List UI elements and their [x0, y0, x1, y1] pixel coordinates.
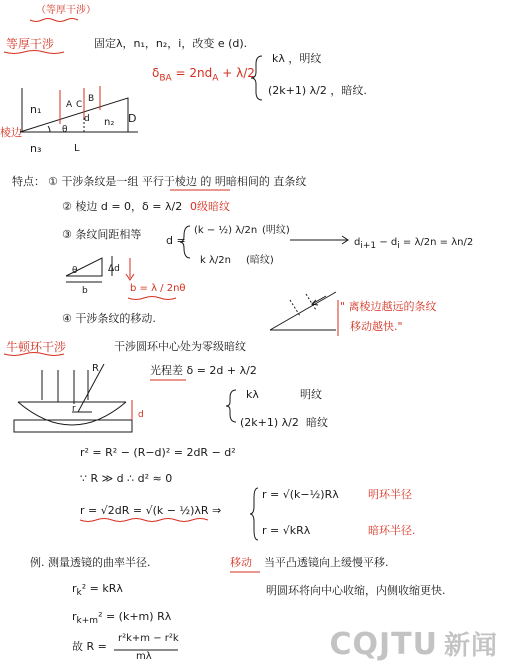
fixed-conditions: 固定λ，n₁，n₂，i，改变 e (d). — [94, 37, 248, 50]
newton-opd: 光程差 δ = 2d + λ/2 — [150, 364, 257, 377]
label-A: A — [66, 100, 73, 110]
move-text: 当平凸透镜向上缓慢平移. — [264, 556, 389, 569]
label-d: d — [84, 114, 90, 124]
section-title-newton: 牛顿环干涉 — [6, 340, 67, 354]
newton-bright: kλ — [246, 388, 259, 401]
feature-4: ④ 干涉条纹的移动. — [62, 312, 156, 325]
dark-ring-label: 暗环半径. — [368, 524, 416, 537]
small-fig-d: Δd — [108, 264, 120, 274]
section-title-equal-thickness: 等厚干涉 — [6, 37, 55, 51]
label-n1: n₁ — [30, 103, 42, 116]
bright-ring-radius: r = √(k−½)Rλ — [262, 488, 339, 501]
feature-1: ① 干涉条纹是一组 平行于棱边 的 明暗相间的 直条纹 — [48, 175, 307, 188]
move-text-2: 明圆环将向中心收缩，内侧收缩更快. — [266, 584, 446, 597]
newton-dark: (2k+1) λ/2 — [240, 416, 299, 429]
bright-fringe-case: kλ ，明纹 — [272, 52, 322, 65]
eq-rk: $r_k^2 = kR\lambda$ — [72, 582, 123, 599]
move-label: 移动 — [230, 556, 252, 569]
label-n2: n₂ — [104, 117, 115, 128]
header-tag: （等厚干涉） — [36, 5, 96, 16]
label-D: D — [128, 112, 137, 125]
dark-ring-radius: r = √kRλ — [262, 524, 311, 537]
newton-fig-d: d — [138, 410, 144, 420]
eq-R-denominator: mλ — [136, 651, 152, 662]
delta-formula: $\delta_{BA} = 2nd_A + \lambda/2$ — [152, 66, 255, 84]
spacing-difference: $d_{i+1} - d_i = \lambda/2n = \lambda n/2$ — [354, 237, 474, 251]
eq-r-squared: r² = R² − (R−d)² = 2dR − d² — [80, 446, 236, 459]
label-edge: 棱边 — [0, 126, 22, 139]
spacing-bright-note: (明纹) — [262, 225, 290, 236]
zero-order-dark: 0级暗纹 — [190, 200, 230, 213]
label-n3: n₃ — [30, 142, 42, 155]
eq-rkm: $r_{k+m}^2 = (k+m)$ Rλ — [72, 610, 172, 627]
label-L: L — [74, 143, 80, 154]
label-C: C — [76, 100, 83, 110]
b-formula: b = λ / 2nθ — [130, 283, 186, 294]
newton-dark-note: 暗纹 — [306, 416, 328, 429]
dark-fringe-case: (2k+1) λ/2 ，暗纹. — [268, 84, 367, 97]
features-label: 特点： — [12, 175, 45, 188]
feature-3: ③ 条纹间距相等 — [62, 228, 142, 241]
spacing-dark: k λ/2n — [200, 255, 231, 266]
note-line-2: 移动越快." — [350, 320, 403, 333]
note-line-1: " 离棱边越远的条纹 — [340, 300, 437, 313]
eq-r: r = √2dR = √(k − ½)λR ⇒ — [80, 504, 222, 517]
newton-fig-r: r — [72, 404, 76, 414]
label-B: B — [88, 94, 95, 104]
newton-center-note: 干涉圆环中心处为零级暗纹 — [114, 340, 246, 353]
eq-R-label: 故 R = — [72, 640, 107, 653]
watermark: CQJTU 新闻 — [329, 627, 498, 662]
eq-R-numerator: r²k+m − r²k — [118, 633, 179, 644]
feature-2: ② 棱边 d = 0，δ = λ/2 — [62, 200, 183, 213]
spacing-dark-note: (暗纹) — [246, 255, 274, 266]
newton-bright-note: 明纹 — [300, 388, 322, 401]
bright-ring-label: 明环半径 — [368, 488, 412, 501]
label-theta: θ — [62, 125, 68, 135]
spacing-d-eq: d = — [166, 234, 186, 247]
small-fig-theta: θ — [72, 266, 78, 276]
small-fig-b: b — [82, 286, 88, 296]
eq-approx: ∵ R ≫ d ∴ d² ≈ 0 — [80, 472, 173, 485]
spacing-bright: (k − ½) λ/2n — [194, 225, 258, 236]
newton-fig-R: R — [92, 363, 99, 374]
example-title: 例. 测量透镜的曲率半径. — [30, 556, 151, 569]
